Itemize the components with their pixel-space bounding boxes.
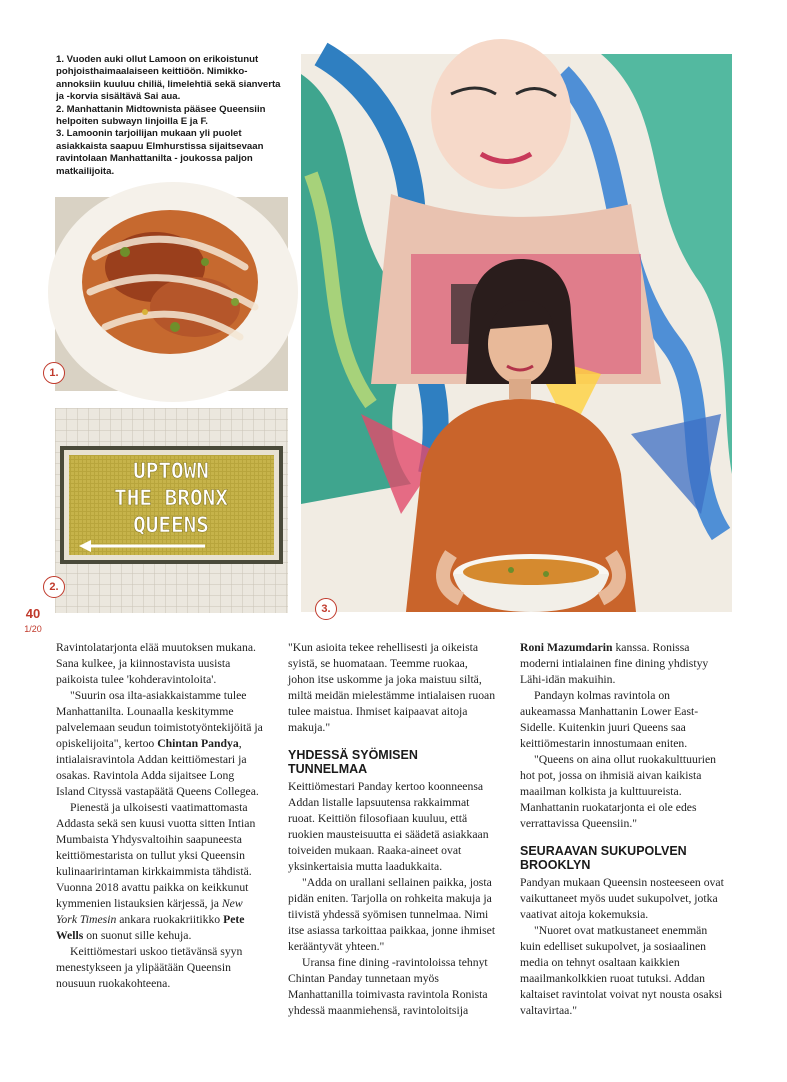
paragraph <box>56 688 264 800</box>
photo-number-3: 3. <box>315 598 337 620</box>
text-run: "Suurin osa ilta-asiakkaistamme tulee Manhattanilta. Lounaalla keskitymme palvelemaan seudun toimistotyöntekijöitä ja opiskelijoita", kertoo <box>56 689 263 750</box>
paragraph <box>520 640 728 688</box>
article-column-2 <box>288 640 496 1019</box>
text-run: ankara ruokakriitikko <box>116 913 224 926</box>
section-heading: YHDESSÄ SYÖMISEN TUNNELMAA <box>288 748 418 776</box>
person-name: Roni Mazumdarin <box>520 641 613 654</box>
chef-portrait-photo <box>301 54 732 615</box>
food-plate-illustration <box>55 197 288 391</box>
paragraph: Keittiömestari Panday kertoo koonneensa Addan listalle lapsuutensa rakkaimmat ruoat. Keittiön filosofiaan kuuluu, että ruokien mausteisuutta ei säädetä asiakkaan toiveiden mukaan. Raaka-aineet ovat yksinkertaisia mutta laadukkaita. <box>288 780 489 873</box>
person-name: Pete Wells <box>56 913 245 942</box>
subway-sign-photo <box>49 408 288 613</box>
article-column-1 <box>56 640 264 992</box>
paragraph <box>56 800 264 944</box>
paragraph: Pandayn kolmas ravintola on aukeamassa Manhattanin Lower East-Sidelle. Kuitenkin juuri Queens saa keittiömestarin innostumaan eniten. <box>520 689 699 750</box>
text-run: Pienestä ja ulkoisesti vaatimattomasta Addasta sekä sen kuusi vuotta sitten Intian Mumbaista Yhdysvaltoihin saapuneesta keittiömestarista on tullut yksi Queensin kulinaaririntaman kirkkaimmista tähdistä. Vuonna 2018 avattu paikka on keikkunut kymmenien listauksien kärjessä, ja <box>56 801 256 910</box>
sign-line-queens: QUEENS <box>133 513 209 537</box>
photo-number-2: 2. <box>43 576 65 598</box>
paragraph: "Adda on urallani sellainen paikka, josta pidän eniten. Tarjolla on rohkeita makuja ja tiivistä yhdessä syömisen tunnelmaa. Nimi itse asiassa tarkoittaa paikkaa, jonne ihmiset kerääntyvät yhteen." <box>288 876 496 953</box>
subway-mosaic-sign <box>55 408 288 613</box>
caption-2: 2. Manhattanin Midtownista pääsee Queensiin helpoiten subwayn linjoilla E ja F. <box>56 103 266 128</box>
sign-line-uptown: UPTOWN <box>133 459 209 483</box>
paragraph: Ravintolatarjonta elää muutoksen mukana. Sana kulkee, ja kiinnostavista uusista paikoista tulee 'kohderavintoloita'. <box>56 641 256 686</box>
sign-line-bronx: THE BRONX <box>114 486 228 510</box>
page-number: 40 <box>25 606 41 621</box>
paragraph: Uransa fine dining -ravintoloissa tehnyt Chintan Panday tunnetaan myös Manhattanilla toimivasta ravintola Ronista yhdessä maanmiehensä, ravintoloitsija <box>288 956 488 1017</box>
text-run: kanssa. Ronissa moderni intialainen fine dining yhdistyy Lähi-idän makuihin. <box>520 641 709 686</box>
text-run: , intialaisravintola Addan keittiömestari ja osakas. Ravintola Adda sijaitsee Long Island Cityssä vastapäätä Queens Collegea. <box>56 737 259 798</box>
publication-name: New York Timesin <box>56 897 243 926</box>
paragraph: "Kun asioita tekee rehellisesti ja oikeista syistä, se huomataan. Teemme ruokaa, johon itse uskomme ja joka maistuu siltä, miltä meidän mielestämme intialaisen ruoan tulee maistua. Ihmiset kaipaavat aitoja makuja." <box>288 641 496 734</box>
text-run: on suonut sille kehuja. <box>83 929 192 942</box>
mural-portrait-illustration <box>301 54 732 612</box>
photo-captions <box>56 54 288 178</box>
issue-number: 1/20 <box>24 624 42 634</box>
section-heading: SEURAAVAN SUKUPOLVEN BROOKLYN <box>520 844 687 872</box>
food-photo <box>49 197 288 391</box>
paragraph: Pandyan mukaan Queensin nosteeseen ovat vaikuttaneet myös uudet sukupolvet, jotka vaativat aitoja kokemuksia. <box>520 876 724 921</box>
person-name: Chintan Pandya <box>157 737 239 750</box>
caption-1: 1. Vuoden auki ollut Lamoon on erikoistunut pohjoisthaimaalaiseen keittiöön. Nimikko-annoksiin kuuluu chiliä, limelehtiä sekä sianverta ja -korvia sisältävä Sai aua. <box>56 54 281 103</box>
paragraph: "Queens on aina ollut ruokakulttuurien hot pot, jossa on ihmisiä aivan kaikista maailman kolkista ja kulttuureista. Manhattanin ruokatarjonta ei ole edes verrattavissa Queensiin." <box>520 753 716 830</box>
photo-number-1: 1. <box>43 362 65 384</box>
caption-3: 3. Lamoonin tarjoilijan mukaan yli puolet asiakkaista saapuu Elmhurstissa sijaitsevaan ravintolaan Manhattanilta - joukossa paljon matkailijoita. <box>56 128 264 177</box>
paragraph: Keittiömestari uskoo tietävänsä syyn menestykseen ja ylipäätään Queensin nousuun ruokakohteena. <box>56 945 243 990</box>
page-number-block <box>18 606 48 634</box>
paragraph: "Nuoret ovat matkustaneet enemmän kuin edelliset sukupolvet, ja sosiaalinen media on tehnyt osaltaan kaikkien maailmankolkkien ruoat tutuksi. Addan kaltaiset ravintolat voivat nyt nousta osaksi valtavirtaa." <box>520 924 723 1017</box>
article-column-3 <box>520 640 728 1019</box>
